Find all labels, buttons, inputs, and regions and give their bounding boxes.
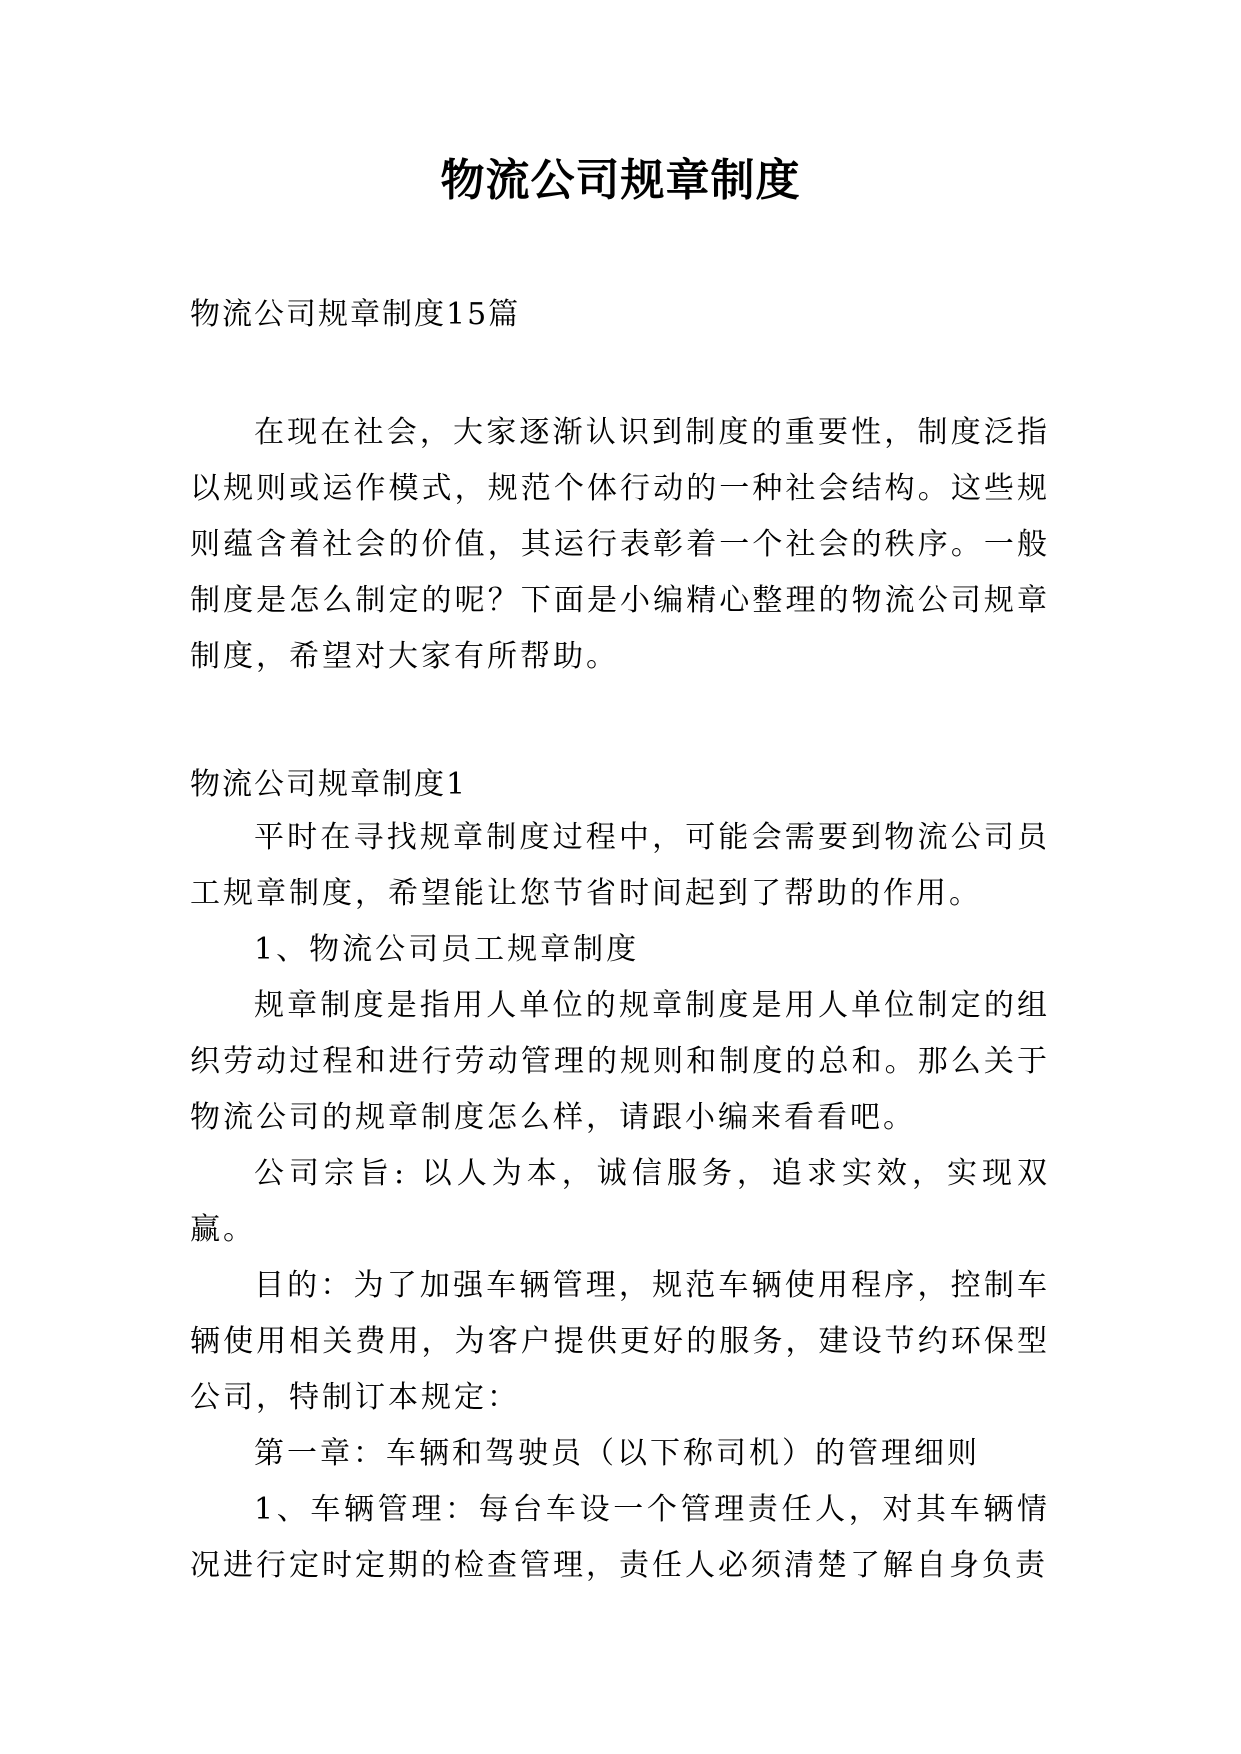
intro-paragraph: 在现在社会，大家逐渐认识到制度的重要性，制度泛指以规则或运作模式，规范个体行动的一种社会结构。这些规则蕴含着社会的价值，其运行表彰着一个社会的秩序。一般制度是怎么制定的呢？下面是小编精心整理的物流公司规章制度，希望对大家有所帮助。 <box>190 415 1050 674</box>
body-paragraph: 平时在寻找规章制度过程中，可能会需要到物流公司员工规章制度，希望能让您节省时间起到了帮助的作用。 <box>190 820 1050 911</box>
document-title: 物流公司规章制度 <box>440 155 801 206</box>
body-paragraph: 目的：为了加强车辆管理，规范车辆使用程序，控制车辆使用相关费用，为客户提供更好的服务，建设节约环保型公司，特制订本规定： <box>190 1268 1050 1415</box>
intro-section <box>190 405 1050 685</box>
body-paragraph: 1、物流公司员工规章制度 <box>254 932 640 967</box>
section-body <box>190 810 1050 1594</box>
body-paragraph: 公司宗旨: 以人为本，诚信服务，追求实效，实现双赢。 <box>190 1156 1050 1247</box>
section-heading: 物流公司规章制度1 <box>190 767 468 802</box>
document-subtitle: 物流公司规章制度15篇 <box>190 297 521 332</box>
body-paragraph: 1、车辆管理：每台车设一个管理责任人，对其车辆情况进行定时定期的检查管理，责任人必须清楚了解自身负责 <box>190 1492 1050 1583</box>
body-paragraph: 规章制度是指用人单位的规章制度是用人单位制定的组织劳动过程和进行劳动管理的规则和制度的总和。那么关于物流公司的规章制度怎么样，请跟小编来看看吧。 <box>190 988 1050 1135</box>
body-paragraph: 第一章：车辆和驾驶员（以下称司机）的管理细则 <box>254 1436 980 1471</box>
